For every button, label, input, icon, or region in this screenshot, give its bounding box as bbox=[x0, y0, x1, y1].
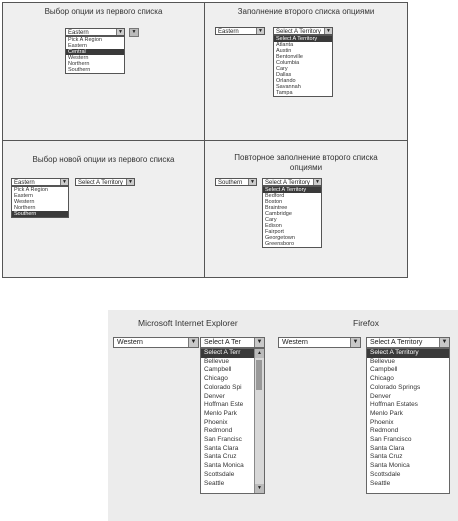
list-item[interactable]: Seattle bbox=[370, 479, 391, 487]
ie-region-select-value: Western bbox=[117, 339, 143, 346]
list-item[interactable]: Menlo Park bbox=[204, 409, 237, 417]
region-select-value: Eastern bbox=[218, 29, 239, 35]
panel-select-first bbox=[3, 3, 204, 140]
list-item[interactable]: Georgetown bbox=[265, 235, 295, 241]
region-select[interactable] bbox=[65, 28, 125, 36]
region-select[interactable] bbox=[215, 178, 257, 186]
list-item-selected[interactable]: Select A Territory bbox=[367, 349, 449, 358]
list-item[interactable]: Scottsdale bbox=[204, 470, 235, 478]
panel-select-new bbox=[3, 141, 204, 277]
list-item[interactable]: Pick A Region bbox=[68, 37, 102, 43]
list-item-selected[interactable]: Southern bbox=[12, 211, 68, 217]
territory-select-value: Select A Territory bbox=[265, 180, 310, 186]
list-item[interactable]: Redmond bbox=[370, 427, 399, 435]
list-item[interactable]: Scottsdale bbox=[370, 470, 401, 478]
panel-title: Заполнение второго списка опциями bbox=[237, 7, 375, 16]
list-item[interactable]: Eastern bbox=[68, 43, 87, 49]
list-item[interactable]: Santa Cruz bbox=[204, 453, 237, 461]
list-item[interactable]: Atlanta bbox=[276, 42, 294, 48]
territory-select-value: Select A Territory bbox=[78, 180, 123, 186]
list-item[interactable]: Santa Cruz bbox=[370, 453, 403, 461]
list-item-selected[interactable]: Select A Terr bbox=[201, 349, 264, 358]
region-options-list[interactable] bbox=[65, 36, 125, 74]
dropdown-steps-figure bbox=[2, 2, 408, 278]
list-item[interactable]: Redmond bbox=[204, 427, 233, 435]
territory-select-value: Select A Territory bbox=[276, 29, 321, 35]
list-item[interactable]: Western bbox=[14, 199, 35, 205]
firefox-territory-list[interactable] bbox=[366, 348, 450, 494]
list-item[interactable]: Colorado Spi bbox=[204, 383, 242, 391]
panel-fill-second bbox=[205, 3, 407, 140]
browser-comparison-figure bbox=[108, 310, 458, 521]
firefox-territory-select-value: Select A Territory bbox=[370, 339, 423, 346]
list-item[interactable]: Fairport bbox=[265, 229, 284, 235]
chevron-down-icon[interactable]: ▼ bbox=[324, 28, 332, 34]
list-item[interactable]: Cambridge bbox=[265, 211, 292, 217]
list-item-selected[interactable]: Select A Territory bbox=[263, 187, 321, 193]
list-item[interactable]: San Francisc bbox=[204, 436, 242, 444]
list-item[interactable]: Colorado Springs bbox=[370, 383, 421, 391]
panel-title: Повторное заполнение второго списка опциями bbox=[234, 153, 378, 172]
list-item[interactable]: Phoenix bbox=[204, 418, 228, 426]
list-item[interactable]: Santa Monica bbox=[204, 462, 244, 470]
territory-options-list[interactable] bbox=[273, 35, 333, 97]
region-options-list[interactable] bbox=[11, 186, 69, 218]
chevron-down-icon[interactable]: ▼ bbox=[439, 338, 449, 347]
panel-title: Выбор опции из первого списка bbox=[44, 7, 163, 16]
region-select-value: Southern bbox=[218, 180, 243, 186]
chevron-down-icon[interactable]: ▼ bbox=[350, 338, 360, 347]
list-item[interactable]: Greensboro bbox=[265, 241, 295, 247]
list-item[interactable]: Denver bbox=[370, 392, 391, 400]
ie-territory-list[interactable] bbox=[200, 348, 265, 494]
chevron-down-icon[interactable]: ▼ bbox=[60, 179, 68, 185]
territory-options-list[interactable] bbox=[262, 186, 322, 248]
chevron-down-icon[interactable]: ▼ bbox=[248, 179, 256, 185]
territory-select-disabled: ▼ bbox=[129, 28, 139, 37]
list-item[interactable]: Phoenix bbox=[370, 418, 394, 426]
list-item[interactable]: Bedford bbox=[265, 193, 285, 199]
chevron-down-icon[interactable]: ▼ bbox=[256, 28, 264, 34]
scrollbar-thumb[interactable] bbox=[256, 360, 262, 390]
region-select-value: Eastern bbox=[68, 30, 89, 36]
chevron-down-icon[interactable]: ▼ bbox=[255, 484, 264, 493]
list-item[interactable]: Chicago bbox=[204, 375, 228, 383]
list-item[interactable]: Tampa bbox=[276, 90, 293, 96]
region-select-value: Eastern bbox=[14, 180, 35, 186]
chevron-up-icon[interactable]: ▲ bbox=[255, 349, 264, 358]
list-item-selected[interactable]: Select A Territory bbox=[274, 36, 332, 42]
list-item[interactable]: Seattle bbox=[204, 479, 225, 487]
firefox-region-select[interactable] bbox=[278, 337, 361, 348]
list-item[interactable]: Santa Monica bbox=[370, 462, 410, 470]
panel-title: Выбор новой опции из первого списка bbox=[32, 155, 175, 164]
list-item[interactable]: Braintree bbox=[265, 205, 288, 211]
list-item[interactable]: Cary bbox=[265, 217, 277, 223]
chevron-down-icon[interactable]: ▼ bbox=[188, 338, 198, 347]
ie-title: Microsoft Internet Explorer bbox=[138, 318, 238, 328]
chevron-down-icon[interactable]: ▼ bbox=[313, 179, 321, 185]
list-item[interactable]: Austin bbox=[276, 48, 292, 54]
ie-region-select[interactable] bbox=[113, 337, 199, 348]
ie-territory-select[interactable] bbox=[200, 337, 265, 348]
firefox-region-select-value: Western bbox=[282, 339, 308, 346]
ie-territory-select-value: Select A Ter bbox=[204, 339, 241, 346]
firefox-territory-select[interactable] bbox=[366, 337, 450, 348]
region-select[interactable] bbox=[215, 27, 265, 35]
list-item[interactable]: Northern bbox=[68, 61, 90, 67]
list-item[interactable]: Columbia bbox=[276, 60, 300, 66]
chevron-down-icon[interactable]: ▼ bbox=[254, 338, 264, 347]
list-item[interactable]: Savannah bbox=[276, 84, 301, 90]
list-item[interactable]: Eastern bbox=[14, 193, 33, 199]
territory-select[interactable] bbox=[75, 178, 135, 186]
list-item[interactable]: Bellevue bbox=[370, 357, 395, 365]
chevron-down-icon[interactable]: ▼ bbox=[126, 179, 134, 185]
list-item[interactable]: Chicago bbox=[370, 375, 394, 383]
list-item[interactable]: Boston bbox=[265, 199, 283, 205]
list-item[interactable]: Denver bbox=[204, 392, 225, 400]
scrollbar[interactable] bbox=[254, 349, 264, 493]
list-item[interactable]: Pick A Region bbox=[14, 187, 48, 193]
list-item[interactable]: Santa Clara bbox=[370, 444, 405, 452]
list-item[interactable]: Dallas bbox=[276, 72, 292, 78]
list-item[interactable]: Edison bbox=[265, 223, 282, 229]
firefox-title: Firefox bbox=[353, 318, 379, 328]
list-item[interactable]: Western bbox=[68, 55, 89, 61]
list-item[interactable]: Campbell bbox=[204, 366, 232, 374]
list-item[interactable]: Menlo Park bbox=[370, 409, 403, 417]
list-item[interactable]: San Francisco bbox=[370, 436, 412, 444]
list-item[interactable]: Hoffman Este bbox=[204, 401, 244, 409]
panel-refill-second bbox=[205, 141, 407, 277]
territory-select[interactable] bbox=[262, 178, 322, 186]
list-item[interactable]: Hoffman Estates bbox=[370, 401, 418, 409]
list-item[interactable]: Northern bbox=[14, 205, 36, 211]
list-item-selected[interactable]: Central bbox=[66, 49, 124, 55]
list-item[interactable]: Cary bbox=[276, 66, 288, 72]
chevron-down-icon[interactable]: ▼ bbox=[116, 29, 124, 35]
list-item[interactable]: Southern bbox=[68, 67, 91, 73]
list-item[interactable]: Campbell bbox=[370, 366, 398, 374]
list-item[interactable]: Orlando bbox=[276, 78, 296, 84]
list-item[interactable]: Santa Clara bbox=[204, 444, 239, 452]
list-item[interactable]: Bellevue bbox=[204, 357, 229, 365]
list-item[interactable]: Bentonville bbox=[276, 54, 303, 60]
territory-select[interactable] bbox=[273, 27, 333, 35]
region-select[interactable] bbox=[11, 178, 69, 186]
